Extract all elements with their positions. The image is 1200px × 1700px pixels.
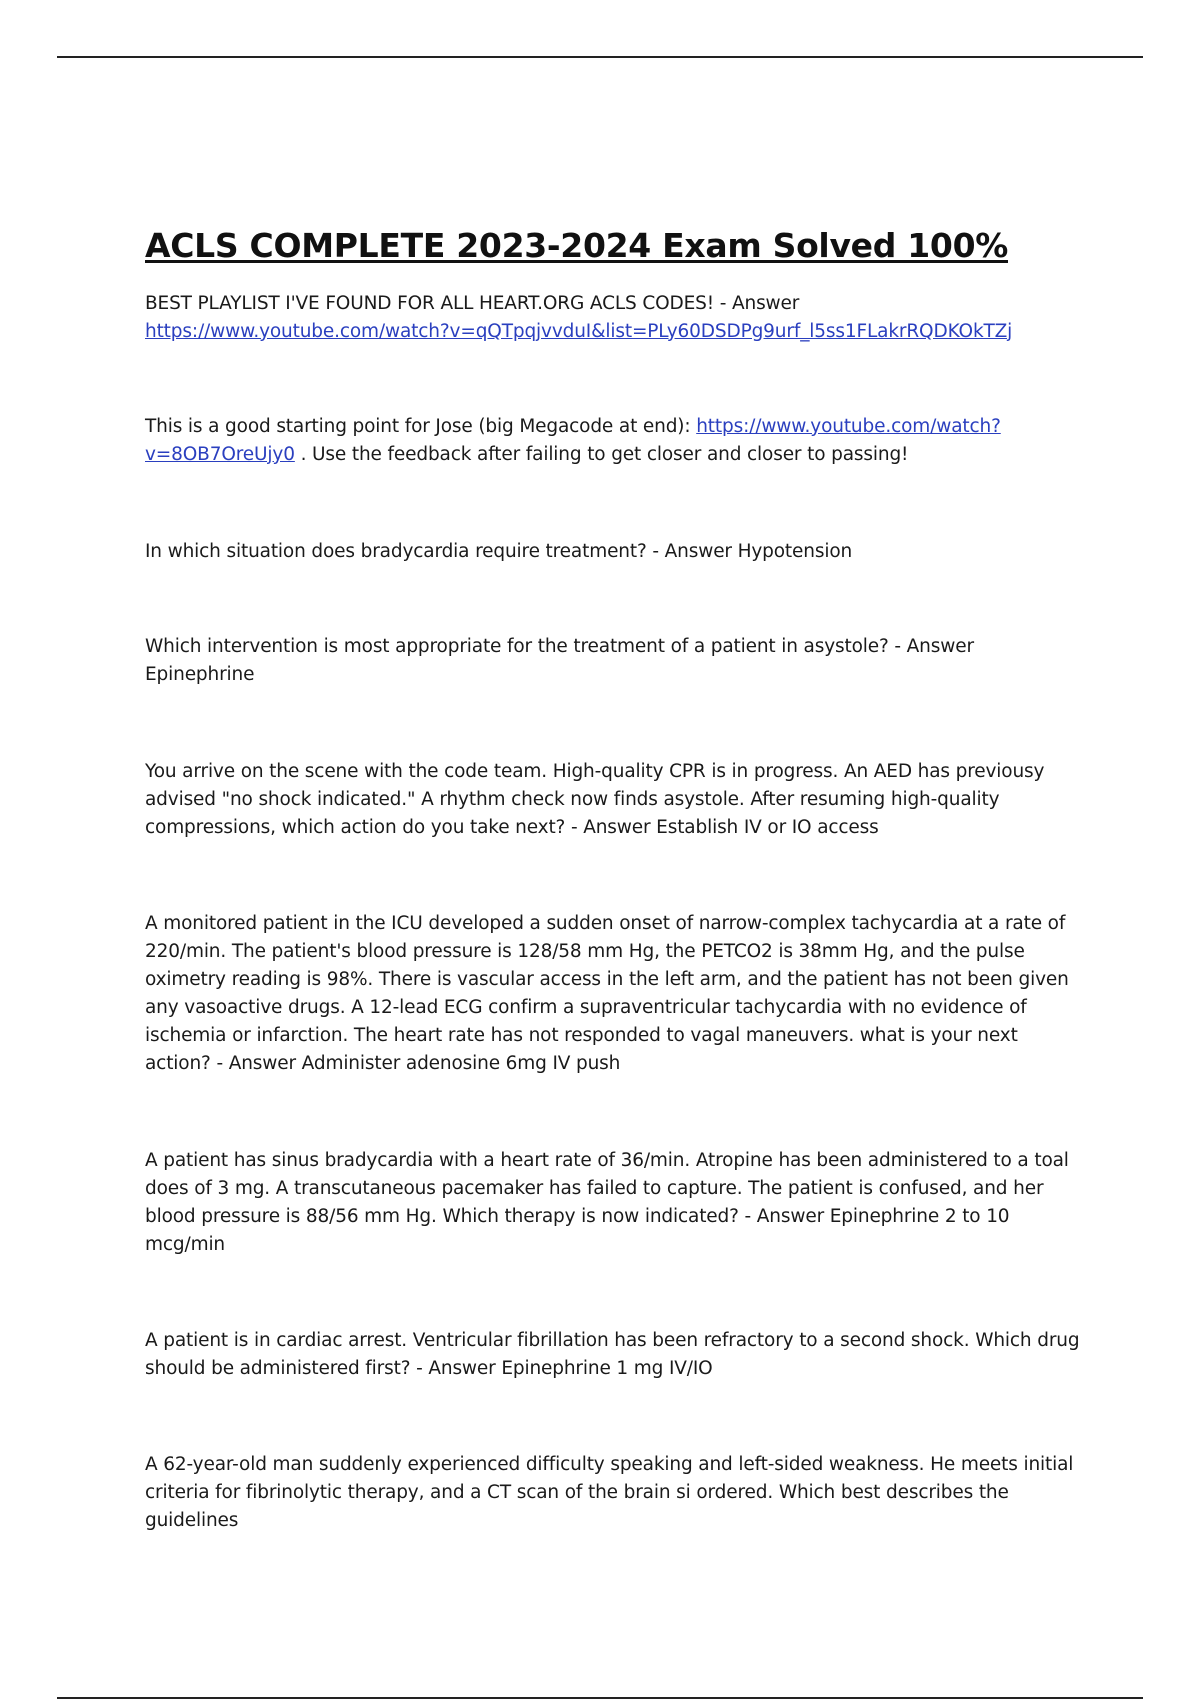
playlist-link[interactable]: https://www.youtube.com/watch?v=qQTpqjvvduI&list=PLy60DSDPg9urf_l5ss1FLakrRQDKOkTZj <box>145 320 1013 342</box>
qa-entry-2-text-before: This is a good starting point for Jose (big Megacode at end): <box>145 415 697 437</box>
qa-entry-9: A 62-year-old man suddenly experienced difficulty speaking and left-sided weakness. He meets initial criteria for fibrinolytic therapy, and a CT scan of the brain si ordered. Which best describes the guidelines <box>145 1453 1074 1531</box>
qa-entry-6: A monitored patient in the ICU developed a sudden onset of narrow-complex tachycardia at a rate of 220/min. The patient's blood pressure is 128/58 mm Hg, the PETCO2 is 38mm Hg, and the pulse oximetry reading is 98%. There is vascular access in the left arm, and the patient has not been given any vasoactive drugs. A 12-lead ECG confirm a supraventricular tachycardia with no evidence of ischemia or infarction. The heart rate has not responded to vagal maneuvers. what is your next action? - Answer Administer adenosine 6mg IV push <box>145 912 1069 1074</box>
qa-entry-4: Which intervention is most appropriate for the treatment of a patient in asystole? - Answer Epinephrine <box>145 635 974 685</box>
document-title: ACLS COMPLETE 2023-2024 Exam Solved 100% <box>145 226 1008 265</box>
qa-entry-5: You arrive on the scene with the code team. High-quality CPR is in progress. An AED has previousy advised "no shock indicated." A rhythm check now finds asystole. After resuming high-quality compressions, which action do you take next? - Answer Establish IV or IO access <box>145 760 1045 838</box>
qa-entry-1-question: BEST PLAYLIST I'VE FOUND FOR ALL HEART.ORG ACLS CODES! - Answer <box>145 292 800 314</box>
header-rule <box>57 56 1143 58</box>
qa-entry-8: A patient is in cardiac arrest. Ventricular fibrillation has been refractory to a second shock. Which drug should be administered first? - Answer Epinephrine 1 mg IV/IO <box>145 1329 1080 1379</box>
qa-entry-7: A patient has sinus bradycardia with a heart rate of 36/min. Atropine has been administered to a toal does of 3 mg. A transcutaneous pacemaker has failed to capture. The patient is confused, and her blood pressure is 88/56 mm Hg. Which therapy is now indicated? - Answer Epinephrine 2 to 10 mcg/min <box>145 1149 1069 1255</box>
qa-entry-3: In which situation does bradycardia require treatment? - Answer Hypotension <box>145 540 853 562</box>
qa-entry-2-text-after: . Use the feedback after failing to get closer and closer to passing! <box>294 443 909 465</box>
qa-entry-2 <box>145 413 1085 469</box>
megacode-link-part2: v=8OB7OreUjy0 <box>145 443 295 465</box>
document-body <box>145 226 1085 1535</box>
footer-rule <box>57 1697 1143 1699</box>
qa-entry-1 <box>145 290 1085 346</box>
megacode-link-part1: https://www.youtube.com/watch? <box>696 415 1001 437</box>
